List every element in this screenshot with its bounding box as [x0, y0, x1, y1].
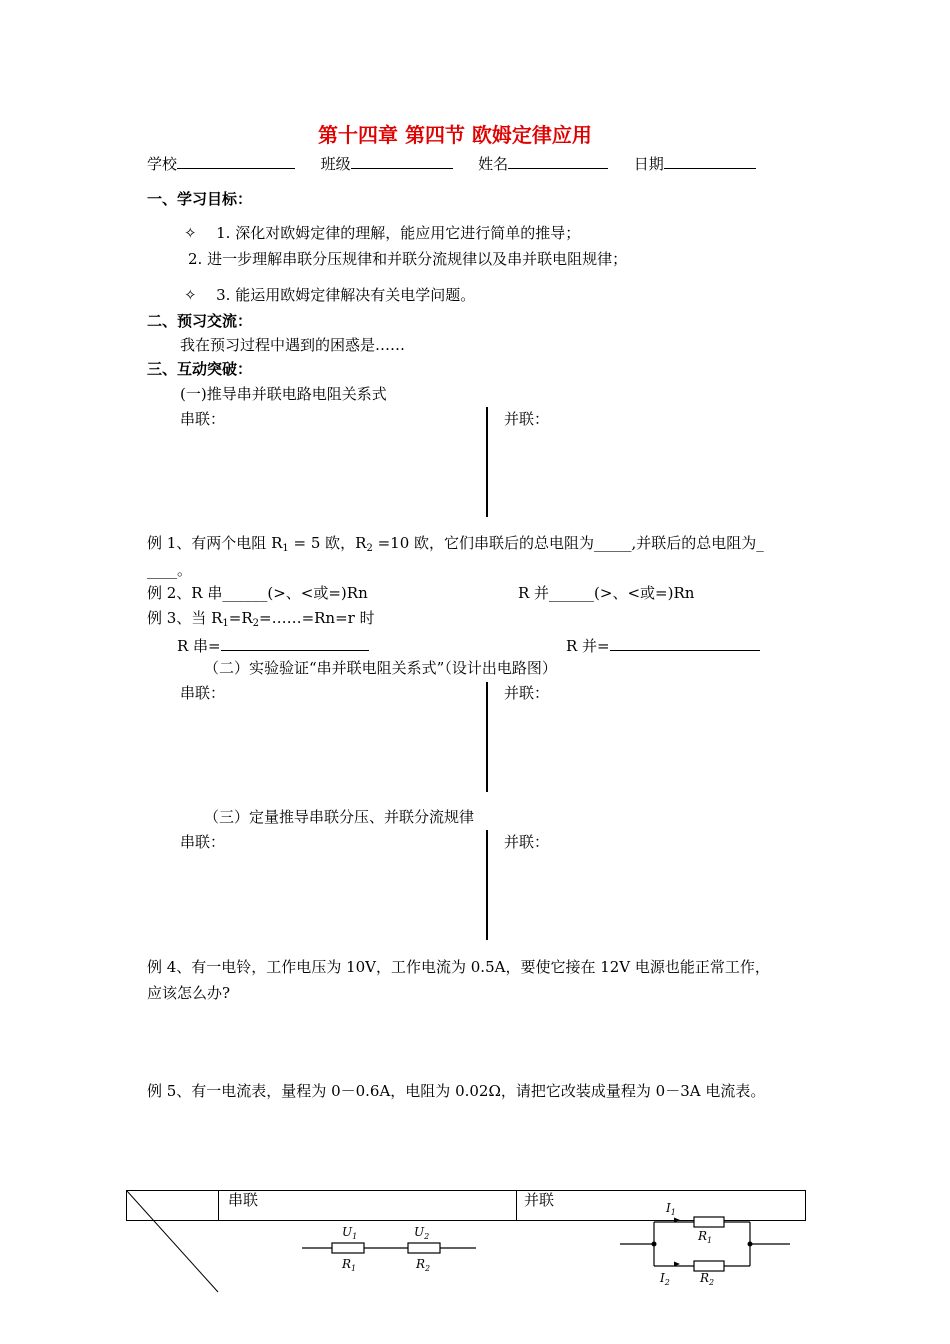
parallel-label: 并联：	[504, 410, 550, 428]
example-4-line-1: 例 4、有一电铃，工作电压为 10V，工作电流为 0.5A，要使它接在 12V 电源也能正常工作，	[147, 958, 770, 976]
goal-1	[184, 226, 580, 241]
i1-label: $I_1$	[666, 1201, 676, 1217]
divider-line	[486, 407, 488, 517]
school-field[interactable]	[177, 154, 295, 169]
example-1-continued: ____。	[147, 561, 193, 579]
example-3-text-b: =R	[228, 609, 253, 627]
series-circuit-diagram	[300, 1222, 480, 1272]
table-diagonal-line	[126, 1190, 220, 1294]
diamond-bullet-icon: ✧	[184, 224, 197, 242]
divider-line	[486, 830, 488, 940]
preview-question: 我在预习过程中遇到的困惑是……	[180, 336, 406, 354]
r-parallel-answer[interactable]	[610, 636, 760, 651]
date-label: 日期	[633, 155, 664, 173]
r-series-formula	[177, 636, 369, 654]
parallel-label: 并联：	[504, 833, 550, 851]
i2-label: $I_2$	[660, 1271, 670, 1287]
example-2-series: 例 2、R 串______(>、<或=)Rn	[147, 584, 368, 602]
goal-2: 2. 进一步理解串联分压规律和并联分流规律以及串并联电阻规律；	[188, 250, 628, 268]
header-fields	[147, 154, 756, 172]
name-label: 姓名	[478, 155, 509, 173]
u2-label: $U_2$	[414, 1225, 430, 1241]
example-1-text-c: =10 欧，它们串联后的总电阻为_____,并联后的总电阻为_	[372, 534, 764, 552]
example-3-sub1: 1	[222, 618, 229, 629]
goal-3-text: 3. 能运用欧姆定律解决有关电学问题。	[216, 286, 476, 304]
example-2-parallel: R 并______(>、<或=)Rn	[518, 584, 695, 602]
r1-label: $R_1$	[342, 1257, 357, 1272]
diamond-bullet-icon: ✧	[184, 286, 197, 304]
r1-label: $R_1$	[698, 1229, 713, 1245]
table-header-parallel: 并联	[524, 1191, 555, 1209]
example-3-sub2: 2	[252, 618, 259, 629]
r2-label: $R_2$	[416, 1257, 431, 1272]
u1-label: $U_1$	[342, 1225, 358, 1241]
resistor-r2	[408, 1243, 440, 1253]
series-label: 串联：	[180, 684, 226, 702]
class-field[interactable]	[351, 154, 453, 169]
parallel-circuit-diagram	[618, 1198, 798, 1290]
example-4-line-2: 应该怎么办?	[147, 984, 231, 1002]
r-parallel-formula	[566, 636, 760, 654]
example-3	[147, 611, 375, 629]
example-5: 例 5、有一电流表，量程为 0－0.6A，电阻为 0.02Ω，请把它改装成量程为 0－3A 电流表。	[147, 1082, 766, 1100]
example-1-text-b: = 5 欧，R	[288, 534, 367, 552]
date-field[interactable]	[664, 154, 756, 169]
example-1	[147, 536, 764, 554]
resistor-r1	[694, 1217, 724, 1227]
page-title: 第十四章 第四节 欧姆定律应用	[318, 123, 592, 147]
part3-title: （三）定量推导串联分压、并联分流规律	[204, 808, 475, 826]
goal-3	[184, 288, 475, 303]
table-header-series: 串联	[228, 1191, 259, 1209]
section1-heading: 一、学习目标：	[147, 190, 253, 208]
part2-title: （二）实验验证“串并联电阻关系式”（设计出电路图）	[204, 659, 557, 677]
part1-title: (一)推导串并联电路电阻关系式	[180, 385, 387, 403]
example-1-text-a: 例 1、有两个电阻 R	[147, 534, 283, 552]
table-col-divider	[516, 1190, 517, 1221]
divider-line	[486, 682, 488, 792]
r-parallel-label: R 并=	[566, 637, 610, 655]
name-field[interactable]	[508, 154, 608, 169]
school-label: 学校	[147, 155, 178, 173]
example-1-sub2: 2	[366, 543, 373, 554]
goal-1-text: 1. 深化对欧姆定律的理解，能应用它进行简单的推导；	[216, 224, 581, 242]
resistor-r2	[694, 1261, 724, 1271]
series-label: 串联：	[180, 410, 226, 428]
example-1-sub1: 1	[282, 543, 289, 554]
section2-heading: 二、预习交流：	[147, 312, 253, 330]
parallel-label: 并联：	[504, 684, 550, 702]
r-series-answer[interactable]	[221, 636, 369, 651]
example-3-text-a: 例 3、当 R	[147, 609, 223, 627]
table-right-border	[805, 1190, 806, 1221]
example-3-text-c: =……=Rn=r 时	[259, 609, 375, 627]
series-label: 串联：	[180, 833, 226, 851]
section3-heading: 三、互动突破：	[147, 360, 253, 378]
r-series-label: R 串=	[177, 637, 221, 655]
resistor-r1	[332, 1243, 364, 1253]
r2-label: $R_2$	[700, 1271, 715, 1287]
class-label: 班级	[320, 155, 351, 173]
